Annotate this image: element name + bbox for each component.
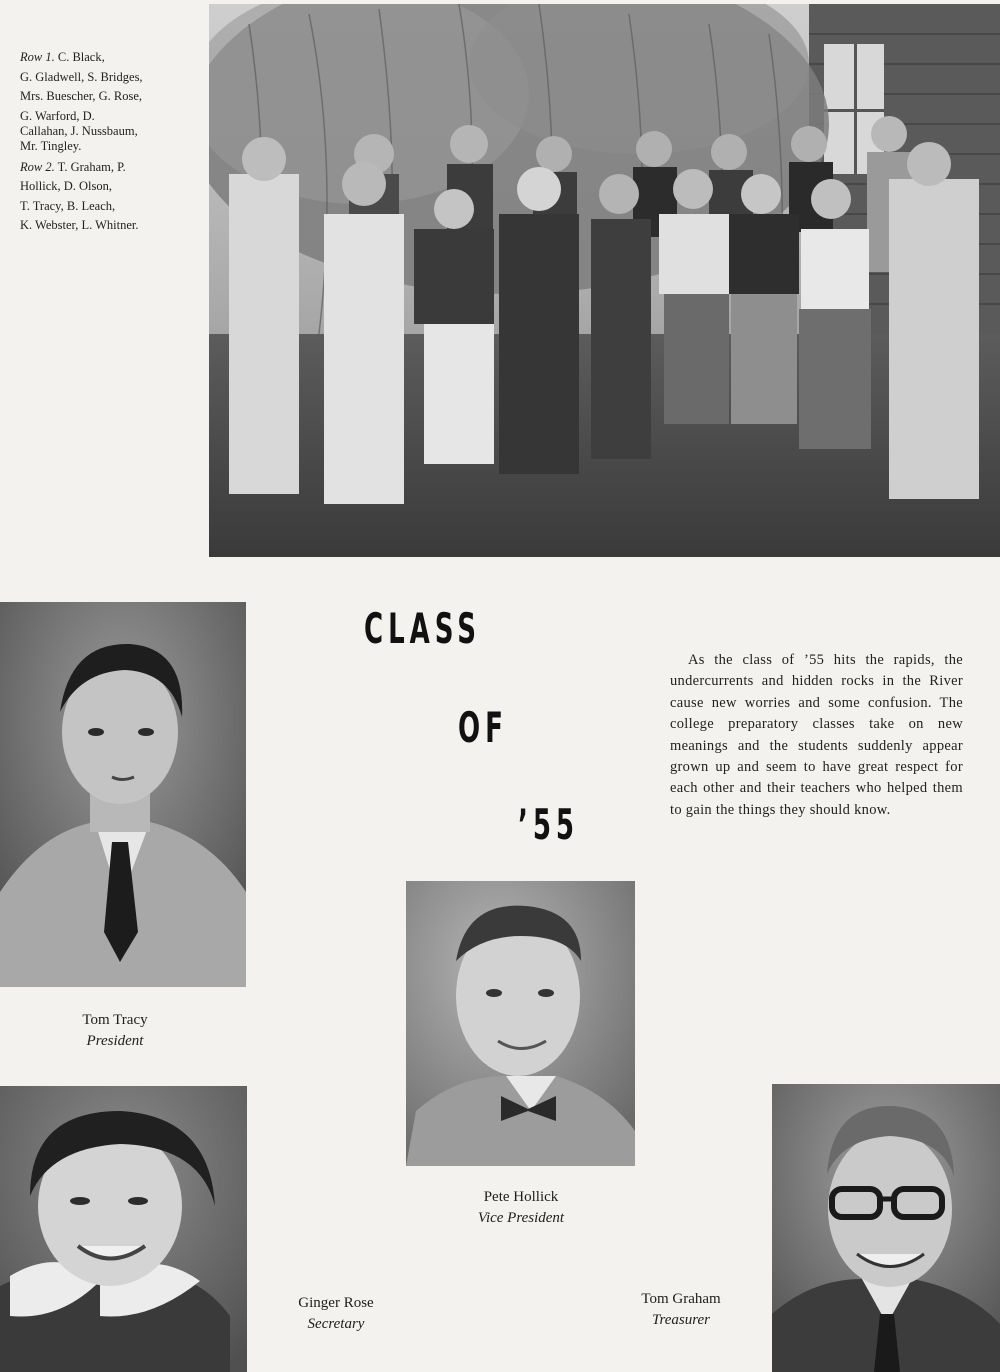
- group-photo-caption: [20, 48, 200, 236]
- officer-name: Pete Hollick: [483, 1189, 559, 1205]
- title-of: OF: [458, 703, 508, 752]
- caption-line: G. Gladwell, S. Bridges,: [20, 69, 143, 84]
- officer-name: Tom Tracy: [82, 1012, 148, 1028]
- class-description: As the class of ’55 hits the rapids, the undercurrents and hidden rocks in the River cause new worries and some confusion. The college preparatory classes take on new meanings and the students suddenly appear grown up and seem to have great respect for each other and their teachers who helped them to gain the things they should know.: [670, 652, 963, 818]
- officer-role: Treasurer: [651, 1312, 711, 1328]
- caption-line: K. Webster, L. Whitner.: [20, 218, 139, 232]
- officer-caption-president: [40, 1010, 190, 1052]
- portrait-tom-tracy: [0, 602, 246, 987]
- portrait-tom-graham: [772, 1084, 1000, 1372]
- officer-role: Secretary: [307, 1316, 365, 1332]
- group-photo: [209, 4, 1000, 557]
- caption-line: Mr. Tingley.: [20, 138, 82, 153]
- title-class: CLASS: [364, 604, 481, 653]
- officer-caption-vice-president: [446, 1187, 596, 1229]
- officer-name: Ginger Rose: [298, 1295, 374, 1311]
- officer-caption-treasurer: [606, 1289, 756, 1331]
- portrait-image: [0, 602, 246, 987]
- caption-line: T. Tracy, B. Leach,: [20, 198, 116, 213]
- caption-line: Callahan, J. Nussbaum,: [20, 123, 138, 138]
- officer-name: Tom Graham: [641, 1291, 721, 1307]
- officer-role: Vice President: [477, 1210, 565, 1226]
- officer-caption-secretary: [261, 1293, 411, 1335]
- caption-line: G. Warford, D.: [20, 108, 95, 123]
- caption-line: Hollick, D. Olson,: [20, 179, 113, 193]
- caption-line: Mrs. Buescher, G. Rose,: [20, 89, 143, 103]
- portrait-image: [406, 881, 635, 1166]
- portrait-image: [772, 1084, 1000, 1372]
- caption-line: Row 2. T. Graham, P.: [20, 159, 126, 174]
- portrait-pete-hollick: [406, 881, 635, 1166]
- portrait-ginger-rose: [0, 1086, 247, 1372]
- title-year: ’55: [518, 800, 580, 849]
- officer-role: President: [86, 1033, 144, 1049]
- portrait-image: [0, 1086, 247, 1372]
- group-photo-image: [209, 4, 1000, 557]
- caption-line: Row 1. C. Black,: [20, 50, 105, 64]
